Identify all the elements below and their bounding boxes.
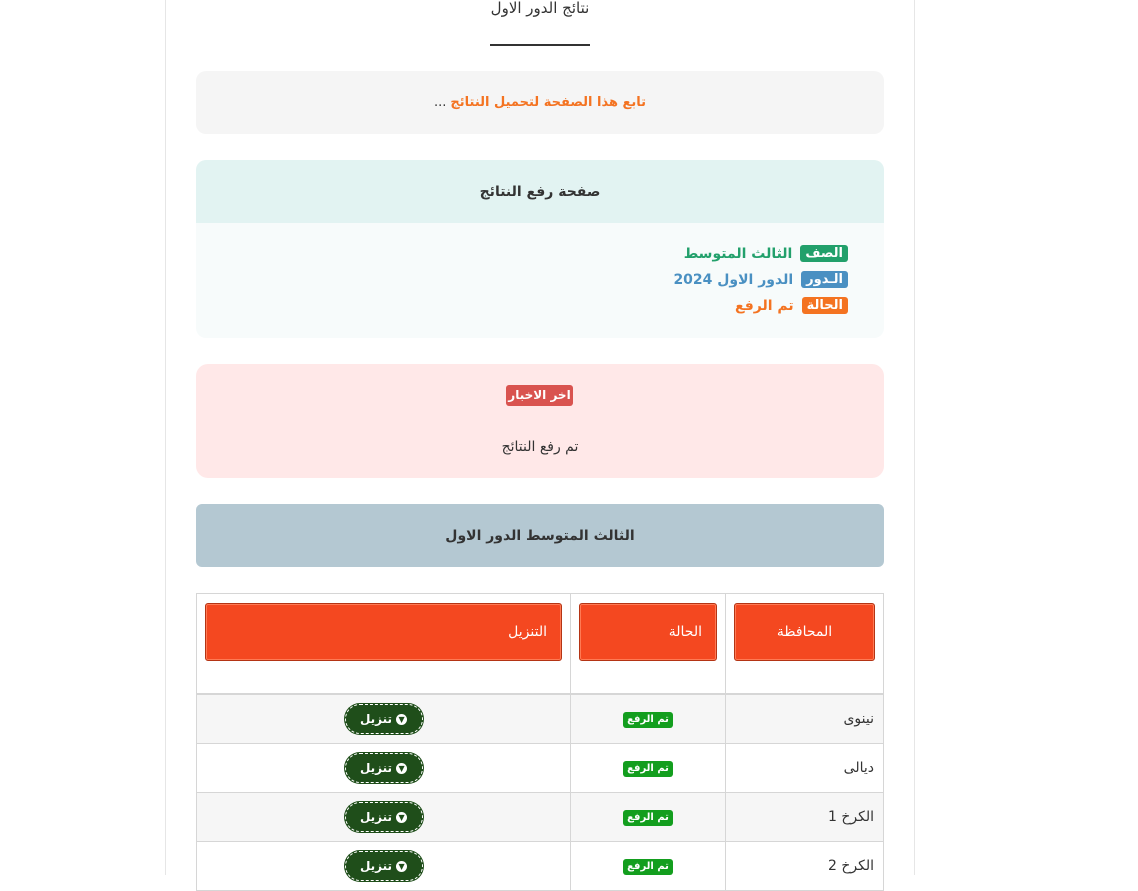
download-circle-icon: ▼: [396, 714, 407, 725]
table-row: [197, 694, 884, 744]
info-row-grade: [684, 245, 848, 262]
governorate-cell: الكرخ 1: [726, 793, 884, 842]
status-label-badge: الحالة: [802, 297, 848, 314]
download-button[interactable]: [345, 753, 423, 783]
governorate-cell: نينوى: [726, 694, 884, 744]
page-title: نتائج الدور الاول: [490, 0, 590, 17]
header-download-cell: [197, 594, 571, 695]
header-status-cell: [571, 594, 726, 695]
header-governorate: المحافظة: [734, 603, 875, 661]
notice-text: تابع هذا الصفحة لتحميل النتائج: [450, 95, 647, 110]
upload-card: [196, 160, 884, 338]
status-badge: تم الرفع: [623, 761, 673, 777]
table-row: [197, 793, 884, 842]
download-button[interactable]: [345, 802, 423, 832]
notice-dots: ...: [433, 95, 447, 110]
grade-round-bar: الثالث المتوسط الدور الاول: [196, 504, 884, 567]
grade-badge: الصف: [800, 245, 848, 262]
status-value: تم الرفع: [735, 297, 794, 314]
table-row: [197, 842, 884, 891]
download-button[interactable]: [345, 851, 423, 881]
status-cell: [571, 842, 726, 891]
grade-value: الثالث المتوسط: [683, 245, 793, 262]
download-cell: [197, 744, 571, 793]
news-card: [196, 364, 884, 478]
table-header-row: [197, 594, 884, 695]
news-text: تم رفع النتائج: [501, 439, 579, 455]
status-cell: [571, 694, 726, 744]
round-badge: الـدور: [801, 271, 848, 288]
status-badge: تم الرفع: [623, 712, 673, 728]
status-cell: [571, 744, 726, 793]
info-row-round: [673, 271, 848, 288]
download-cell: [197, 694, 571, 744]
header-status: الحالة: [579, 603, 717, 661]
page-container: [165, 0, 915, 875]
download-cell: [197, 842, 571, 891]
notice-box: [196, 71, 884, 134]
download-label: تنزيل: [359, 810, 393, 824]
download-circle-icon: ▼: [396, 812, 407, 823]
upload-card-title: صفحة رفع النتائج: [196, 160, 884, 223]
download-label: تنزيل: [359, 712, 393, 726]
status-cell: [571, 793, 726, 842]
status-badge: تم الرفع: [623, 859, 673, 875]
news-badge: اخر الاخبار: [506, 385, 573, 406]
results-table: [196, 593, 884, 891]
header-governorate-cell: [726, 594, 884, 695]
download-cell: [197, 793, 571, 842]
table-row: [197, 744, 884, 793]
header-download: التنزيل: [205, 603, 562, 661]
round-value: الدور الاول 2024: [673, 271, 794, 288]
governorate-cell: ديالى: [726, 744, 884, 793]
download-circle-icon: ▼: [396, 861, 407, 872]
info-row-status: [735, 297, 848, 314]
download-label: تنزيل: [359, 761, 393, 775]
download-label: تنزيل: [359, 859, 393, 873]
status-badge: تم الرفع: [623, 810, 673, 826]
governorate-cell: الكرخ 2: [726, 842, 884, 891]
title-underline: [490, 44, 590, 46]
download-circle-icon: ▼: [396, 763, 407, 774]
download-button[interactable]: [345, 704, 423, 734]
